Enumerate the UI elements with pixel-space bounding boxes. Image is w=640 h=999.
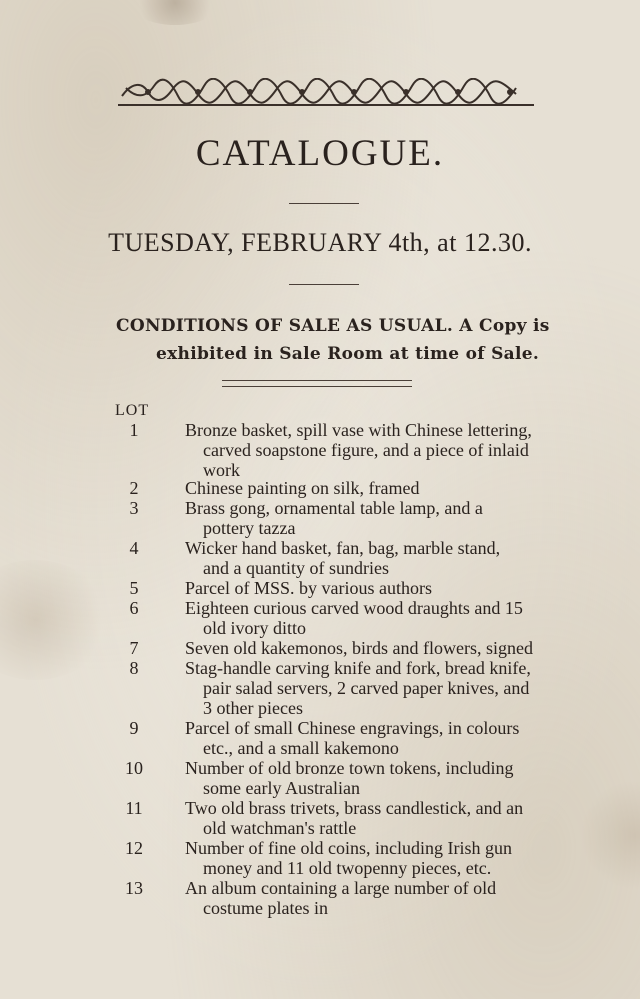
lot-description-line: Stag-handle carving knife and fork, bread knife, [185, 658, 531, 678]
lot-number [0, 878, 144, 898]
lot-item [0, 798, 640, 838]
lot-number-text: 8 [129, 658, 139, 678]
lot-item [0, 538, 640, 578]
lot-description-line: Chinese painting on silk, framed [185, 478, 420, 498]
lot-description-line: Seven old kakemonos, birds and flowers, signed [185, 638, 533, 658]
lot-description-line: costume plates in [203, 898, 328, 918]
lot-number [0, 498, 144, 518]
lot-number-text: 10 [125, 758, 143, 778]
lot-number [0, 538, 144, 558]
lot-description-line: Eighteen curious carved wood draughts and 15 [185, 598, 523, 618]
lot-description-line: An album containing a large number of old [185, 878, 497, 898]
lot-description [185, 758, 545, 798]
lot-description-line: some early Australian [203, 778, 360, 798]
ornament-rule [118, 104, 534, 106]
lot-description [185, 638, 545, 658]
lot-description-line: Wicker hand basket, fan, bag, marble stand, [185, 538, 501, 558]
lot-description-line: work [203, 460, 240, 480]
lot-number-text: 7 [129, 638, 139, 658]
lot-description [185, 838, 545, 878]
lot-number [0, 420, 144, 440]
conditions-of-sale [116, 312, 550, 368]
lot-description-line: pair salad servers, 2 carved paper knives, and [203, 678, 530, 698]
lot-description [185, 658, 545, 718]
lot-description-line: etc., and a small kakemono [203, 738, 399, 758]
lot-description [185, 578, 545, 598]
lot-number-text: 1 [129, 420, 139, 440]
paper-stain [580, 780, 640, 890]
lot-number [0, 658, 144, 678]
lot-description [185, 798, 545, 838]
lot-description [185, 878, 545, 918]
lot-description [185, 718, 545, 758]
lot-description-line: carved soapstone figure, and a piece of inlaid [203, 440, 529, 460]
conditions-line: CONDITIONS OF SALE AS USUAL. A Copy is [116, 316, 550, 336]
lot-number [0, 718, 144, 738]
lot-item [0, 658, 640, 718]
lot-description-line: pottery tazza [203, 518, 296, 538]
lot-item [0, 498, 640, 538]
paper-stain [130, 0, 220, 25]
lot-number-text: 5 [129, 578, 139, 598]
page-title: CATALOGUE. [195, 133, 445, 174]
lot-item [0, 420, 640, 480]
lot-description [185, 420, 545, 480]
lot-description-line: Brass gong, ornamental table lamp, and a [185, 498, 483, 518]
lot-description-line: Two old brass trivets, brass candlestick, and an [185, 798, 524, 818]
lot-column-header: LOT [115, 402, 150, 419]
lot-item [0, 838, 640, 878]
lot-number [0, 758, 144, 778]
lot-description-line: old ivory ditto [203, 618, 306, 638]
lot-description-line: Parcel of small Chinese engravings, in colours [185, 718, 520, 738]
divider [289, 284, 359, 285]
lot-description-line: Number of old bronze town tokens, including [185, 758, 514, 778]
lot-number-text: 12 [125, 838, 143, 858]
lot-number [0, 598, 144, 618]
lot-number-text: 13 [125, 878, 143, 898]
lot-number-text: 9 [129, 718, 139, 738]
lot-number [0, 798, 144, 818]
lot-item [0, 478, 640, 498]
lot-number-text: 2 [129, 478, 139, 498]
lot-description-line: Parcel of MSS. by various authors [185, 578, 432, 598]
lot-number-text: 3 [129, 498, 139, 518]
lot-number [0, 838, 144, 858]
lot-number-text: 4 [129, 538, 139, 558]
lot-number [0, 638, 144, 658]
lot-description-line: and a quantity of sundries [203, 558, 389, 578]
lot-number-text: 6 [129, 598, 139, 618]
lot-description [185, 598, 545, 638]
lot-item [0, 718, 640, 758]
lot-description-line: money and 11 old twopenny pieces, etc. [203, 858, 492, 878]
lot-item [0, 578, 640, 598]
double-divider [222, 380, 412, 387]
lot-description [185, 498, 545, 538]
lot-description [185, 478, 545, 498]
conditions-line: exhibited in Sale Room at time of Sale. [156, 344, 540, 364]
lot-description [185, 538, 545, 578]
lot-item [0, 758, 640, 798]
lot-description-line: 3 other pieces [203, 698, 303, 718]
lot-number [0, 578, 144, 598]
lot-description-line: Number of fine old coins, including Irish gun [185, 838, 512, 858]
lot-item [0, 598, 640, 638]
sale-date: TUESDAY, FEBRUARY 4th, at 12.30. [108, 228, 532, 257]
divider [289, 203, 359, 204]
lot-description-line: old watchman's rattle [203, 818, 357, 838]
decorative-ornament-band [118, 78, 522, 106]
lot-item [0, 638, 640, 658]
lot-description-line: Bronze basket, spill vase with Chinese lettering, [185, 420, 532, 440]
lot-item [0, 878, 640, 918]
lot-number-text: 11 [125, 798, 143, 818]
lot-number [0, 478, 144, 498]
